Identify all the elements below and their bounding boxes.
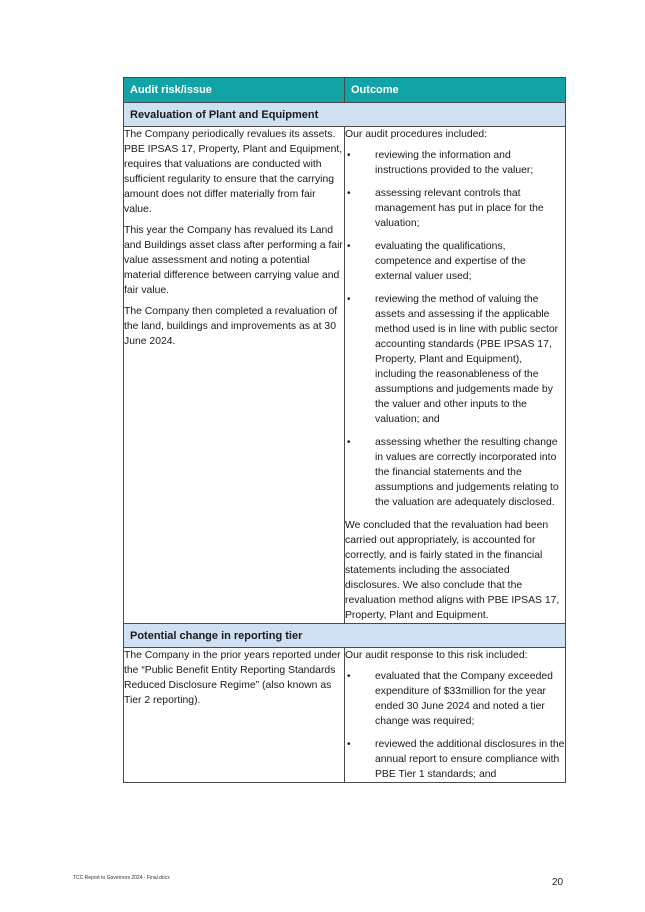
page-number: 20 bbox=[552, 877, 564, 888]
response-list bbox=[345, 669, 565, 782]
bullet-icon: • bbox=[347, 437, 351, 448]
list-item: • assessing whether the resulting change in values are correctly incorporated into the financial statements and the assumptions and judgements relating to the valuation are adequately disclosed. bbox=[347, 437, 559, 508]
header-audit-risk: Audit risk/issue bbox=[124, 78, 345, 103]
list-item: • evaluated that the Company exceeded expenditure of $33million for the year ended 30 June 2024 and noted a tier change was required; bbox=[347, 671, 553, 727]
list-item: • reviewing the information and instructions provided to the valuer; bbox=[347, 150, 534, 176]
section-title: Revaluation of Plant and Equipment bbox=[124, 103, 566, 127]
list-item: • assessing relevant controls that management has put in place for the valuation; bbox=[347, 188, 544, 229]
risk-paragraph: This year the Company has revalued its Land and Buildings asset class after performing a fair value assessment and noting a potential material difference between carrying value and fair value. bbox=[124, 225, 343, 296]
footer-document-name: TCC Report to Governors 2024 - Final.docx bbox=[73, 875, 170, 881]
list-item: • evaluating the qualifications, competence and expertise of the external valuer used; bbox=[347, 241, 526, 282]
outcome-cell bbox=[345, 648, 566, 783]
table-row bbox=[124, 127, 566, 624]
section-row-reporting-tier bbox=[124, 624, 566, 648]
risk-cell bbox=[124, 127, 345, 624]
audit-risk-table bbox=[123, 77, 566, 783]
section-row-revaluation bbox=[124, 103, 566, 127]
table-header-row bbox=[124, 78, 566, 103]
section-title: Potential change in reporting tier bbox=[124, 624, 566, 648]
table-row bbox=[124, 648, 566, 783]
risk-paragraph: The Company periodically revalues its assets. PBE IPSAS 17, Property, Plant and Equipment, requires that valuations are conducted with sufficient regularity to ensure that the carrying amount does not differ materially from fair value. bbox=[124, 129, 343, 215]
list-item: • reviewing the method of valuing the assets and assessing if the applicable method used is in line with public sector accounting standards (PBE IPSAS 17, Property, Plant and Equipment), including the reasonableness of the assumptions and judgements made by the valuer and other inputs to the valuation; and bbox=[347, 294, 559, 425]
bullet-icon: • bbox=[347, 241, 351, 252]
bullet-icon: • bbox=[347, 294, 351, 305]
outcome-cell bbox=[345, 127, 566, 624]
list-item: • reviewed the additional disclosures in the annual report to ensure compliance with PBE Tier 1 standards; and bbox=[347, 739, 565, 780]
bullet-icon: • bbox=[347, 671, 351, 682]
outcome-intro: Our audit procedures included: bbox=[345, 129, 488, 140]
risk-paragraph: The Company in the prior years reported under the “Public Benefit Entity Reporting Standards Reduced Disclosure Regime” (also known as Tier 2 reporting). bbox=[124, 650, 341, 706]
bullet-icon: • bbox=[347, 188, 351, 199]
risk-cell bbox=[124, 648, 345, 783]
outcome-intro: Our audit response to this risk included: bbox=[345, 650, 528, 661]
risk-paragraph: The Company then completed a revaluation of the land, buildings and improvements as at 30 June 2024. bbox=[124, 306, 338, 347]
outcome-conclusion: We concluded that the revaluation had been carried out appropriately, is accounted for correctly, and is fairly stated in the financial statements including the associated disclosures. We also conclude that the revaluation method aligns with PBE IPSAS 17, Property, Plant and Equipment. bbox=[345, 520, 560, 621]
bullet-icon: • bbox=[347, 150, 351, 161]
procedures-list bbox=[345, 148, 565, 510]
bullet-icon: • bbox=[347, 739, 351, 750]
header-outcome: Outcome bbox=[345, 78, 566, 103]
